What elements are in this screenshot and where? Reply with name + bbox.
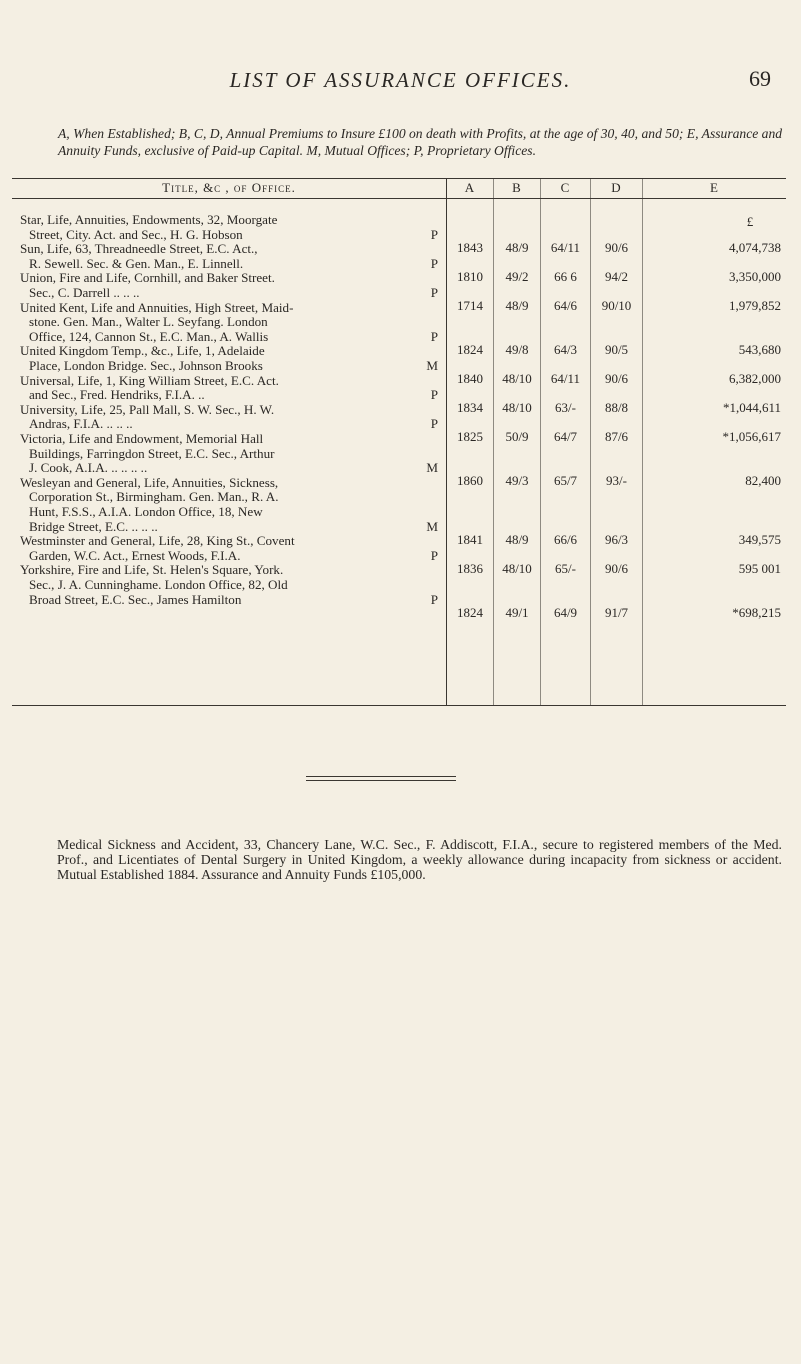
column-header-e: E (710, 180, 719, 195)
cell-premium-age-30: 49/8 (505, 341, 529, 357)
office-entry-line (20, 374, 438, 389)
cell-funds: *1,044,611 (722, 400, 781, 416)
column-header-b: B (512, 180, 522, 195)
table-row (20, 432, 438, 476)
cell-premium-age-50: 88/8 (604, 400, 629, 416)
cell-premium-age-30: 48/9 (505, 531, 529, 547)
column-header-title: Title, &c , of Office. (162, 180, 296, 195)
column-header-a: A (464, 180, 476, 195)
office-entry-text: Office, 124, Cannon St., E.C. Man., A. Wallis (29, 329, 269, 344)
cell-premium-age-40: 64/11 (550, 371, 581, 386)
cell-premium-age-30: 48/10 (502, 560, 532, 576)
office-entry-text: Westminster and General, Life, 28, King St., Covent (20, 534, 295, 549)
cell-premium-age-50: 90/6 (604, 371, 629, 386)
cell-year-established: 1810 (457, 268, 483, 284)
office-entry-line (20, 242, 438, 257)
cell-premium-age-50: 93/- (606, 473, 627, 489)
office-entry-text: Victoria, Life and Endowment, Memorial Hall (20, 432, 264, 446)
cell-premium-age-30: 48/9 (505, 239, 529, 255)
section-rule (306, 776, 456, 777)
office-entry-text: Bridge Street, E.C. .. .. .. (29, 519, 158, 534)
table-row (20, 213, 438, 242)
office-type-tag: P (430, 388, 438, 403)
cell-funds: 82,400 (745, 473, 781, 489)
cell-premium-age-40: 65/7 (553, 473, 578, 489)
office-entry-line (20, 388, 438, 403)
office-entry-text: Universal, Life, 1, King William Street, E.C. Act. (20, 373, 279, 388)
office-entry-line (20, 301, 438, 316)
office-entry-line (20, 228, 438, 243)
office-entry-text: R. Sewell. Sec. & Gen. Man., E. Linnell. (29, 256, 244, 271)
office-entry-text: Union, Fire and Life, Cornhill, and Baker Street. (20, 271, 275, 286)
cell-premium-age-50: 96/3 (604, 531, 629, 547)
office-entry-text: J. Cook, A.I.A. .. .. .. .. (29, 461, 148, 476)
cell-premium-age-30: 48/10 (502, 400, 532, 416)
office-entry-line (20, 476, 438, 491)
office-entry-line (20, 315, 438, 330)
cell-funds: 1,979,852 (729, 298, 781, 313)
footer-entry: Medical Sickness and Accident, 33, Chancery Lane, W.C. Sec., F. Addiscott, F.I.A., secure to registered members of the Med. Prof., and Licentiates of Dental Surgery in United Kingdom, a weekly allowance during incapacity from sickness or accident. Mutual Established 1884. Assurance and Annuity Funds £105,000. (57, 837, 782, 882)
office-entry-text: Yorkshire, Fire and Life, St. Helen's Square, York. (20, 563, 284, 578)
table-row (20, 563, 438, 607)
cell-funds: *698,215 (732, 604, 781, 620)
office-entry-line (20, 461, 438, 476)
section-rule (306, 780, 456, 781)
cell-funds: 349,575 (738, 531, 781, 547)
table-row (20, 403, 438, 432)
table-row (20, 344, 438, 373)
cell-year-established: 1860 (457, 473, 483, 489)
table-header-rule (12, 198, 786, 199)
office-type-tag: P (430, 256, 438, 271)
cell-year-established: 1841 (457, 531, 483, 547)
office-entry-text: Place, London Bridge. Sec., Johnson Brooks (29, 358, 263, 373)
office-entry-text: Sec., J. A. Cunninghame. London Office, 82, Old (29, 577, 288, 592)
office-entry-text: Buildings, Farringdon Street, E.C. Sec., Arthur (29, 446, 275, 461)
office-type-tag: P (430, 417, 438, 432)
cell-premium-age-50: 90/5 (604, 341, 629, 357)
office-entry-line (20, 286, 438, 301)
office-entry-text: stone. Gen. Man., Walter L. Seyfang. London (29, 315, 268, 330)
cell-premium-age-50: 90/10 (601, 298, 632, 313)
office-entry-text: Wesleyan and General, Life, Annuities, Sickness, (20, 475, 279, 490)
cell-premium-age-50: 87/6 (604, 429, 629, 445)
cell-funds: 6,382,000 (729, 371, 781, 386)
cell-funds: 543,680 (738, 341, 781, 357)
cell-premium-age-30: 49/1 (505, 604, 529, 620)
cell-year-established: 1834 (457, 400, 483, 416)
office-entry-line (20, 432, 438, 447)
office-entry-text: Sun, Life, 63, Threadneedle Street, E.C. Act., (20, 242, 258, 257)
office-type-tag: P (430, 285, 438, 300)
cell-premium-age-50: 94/2 (604, 268, 629, 284)
cell-premium-age-40: 65/- (555, 560, 576, 576)
cell-premium-age-30: 50/9 (505, 429, 529, 445)
office-entry-line (20, 549, 438, 564)
cell-premium-age-40: 64/11 (550, 239, 581, 255)
office-entry-line (20, 490, 438, 505)
office-entry-line (20, 213, 438, 228)
cell-premium-age-50: 91/7 (604, 604, 629, 620)
office-entry-text: Broad Street, E.C. Sec., James Hamilton (29, 592, 242, 607)
office-entry-line (20, 271, 438, 286)
office-entry-text: United Kingdom Temp., &c., Life, 1, Adelaide (20, 344, 265, 359)
office-entry-text: and Sec., Fred. Hendriks, F.I.A. .. (29, 388, 205, 403)
cell-premium-age-40: 64/9 (553, 604, 578, 620)
office-entry-text: Andras, F.I.A. .. .. .. (29, 417, 133, 432)
cell-premium-age-40: 64/3 (553, 341, 578, 357)
office-entry-line (20, 520, 438, 535)
office-entry-line (20, 359, 438, 374)
cell-premium-age-30: 49/3 (505, 473, 529, 489)
office-entry-text: Star, Life, Annuities, Endowments, 32, Moorgate (20, 213, 278, 227)
office-entry-text: Garden, W.C. Act., Ernest Woods, F.I.A. (29, 548, 241, 563)
office-type-tag: M (426, 461, 438, 476)
office-entry-line (20, 447, 438, 462)
cell-premium-age-50: 90/6 (604, 560, 629, 576)
cell-year-established: 1836 (457, 560, 483, 576)
column-header-d: D (611, 180, 622, 195)
cell-year-established: 1840 (457, 371, 483, 386)
column-header-c: C (560, 180, 571, 195)
office-entry-line (20, 417, 438, 432)
office-type-tag: M (426, 519, 438, 534)
cell-funds: 4,074,738 (729, 239, 781, 255)
office-entry-line (20, 403, 438, 418)
table-row (20, 476, 438, 534)
cell-year-established: 1824 (457, 604, 483, 620)
cell-year-established: 1825 (457, 429, 483, 445)
table-row (20, 271, 438, 300)
cell-funds: *1,056,617 (722, 429, 781, 445)
office-entry-text: Street, City. Act. and Sec., H. G. Hobson (29, 227, 243, 242)
office-entry-line (20, 534, 438, 549)
table-row (20, 242, 438, 271)
page-number: 69 (749, 66, 771, 91)
cell-year-established: 1824 (457, 341, 483, 357)
page-title: LIST OF ASSURANCE OFFICES. (229, 68, 572, 92)
cell-premium-age-40: 63/- (555, 400, 576, 416)
office-entry-text: Corporation St., Birmingham. Gen. Man., R. A. (29, 490, 279, 505)
cell-premium-age-30: 48/9 (505, 298, 529, 313)
office-type-tag: P (430, 548, 438, 563)
office-entry-line (20, 593, 438, 608)
table-row (20, 374, 438, 403)
cell-premium-age-40: 64/6 (553, 298, 578, 313)
office-entry-line (20, 344, 438, 359)
table-row (20, 534, 438, 563)
cell-year-established: 1843 (457, 239, 483, 255)
office-entry-text: University, Life, 25, Pall Mall, S. W. Sec., H. W. (20, 402, 275, 417)
office-entry-line (20, 257, 438, 272)
cell-premium-age-40: 66 6 (554, 268, 577, 284)
cell-year-established: 1714 (457, 298, 483, 313)
office-entry-line (20, 578, 438, 593)
office-entry-line (20, 563, 438, 578)
currency-symbol: £ (746, 214, 754, 229)
cell-premium-age-30: 48/10 (502, 371, 532, 386)
legend-text: A, When Established; B, C, D, Annual Premiums to Insure £100 on death with Profits, at the age of 30, 40, and 50; E, Assurance and Annuity Funds, exclusive of Paid-up Capital. M, Mutual Offices; P, Proprietary Offices. (58, 126, 783, 158)
cell-premium-age-40: 64/7 (553, 429, 578, 445)
cell-funds: 595 001 (738, 560, 781, 576)
table-bottom-rule (12, 705, 786, 706)
table-row (20, 301, 438, 345)
office-type-tag: P (430, 329, 438, 344)
office-type-tag: M (426, 358, 438, 373)
cell-premium-age-40: 66/6 (553, 531, 578, 547)
office-entry-line (20, 505, 438, 520)
office-entry-text: Sec., C. Darrell .. .. .. (29, 285, 140, 300)
cell-premium-age-30: 49/2 (505, 268, 529, 284)
office-entry-text: United Kent, Life and Annuities, High Street, Maid- (20, 300, 294, 315)
table-top-rule (12, 178, 786, 179)
cell-premium-age-50: 90/6 (604, 239, 629, 255)
office-entry-text: Hunt, F.S.S., A.I.A. London Office, 18, New (29, 504, 263, 519)
office-type-tag: P (430, 592, 438, 607)
office-entry-line (20, 330, 438, 345)
office-type-tag: P (430, 227, 438, 242)
cell-funds: 3,350,000 (729, 268, 781, 284)
